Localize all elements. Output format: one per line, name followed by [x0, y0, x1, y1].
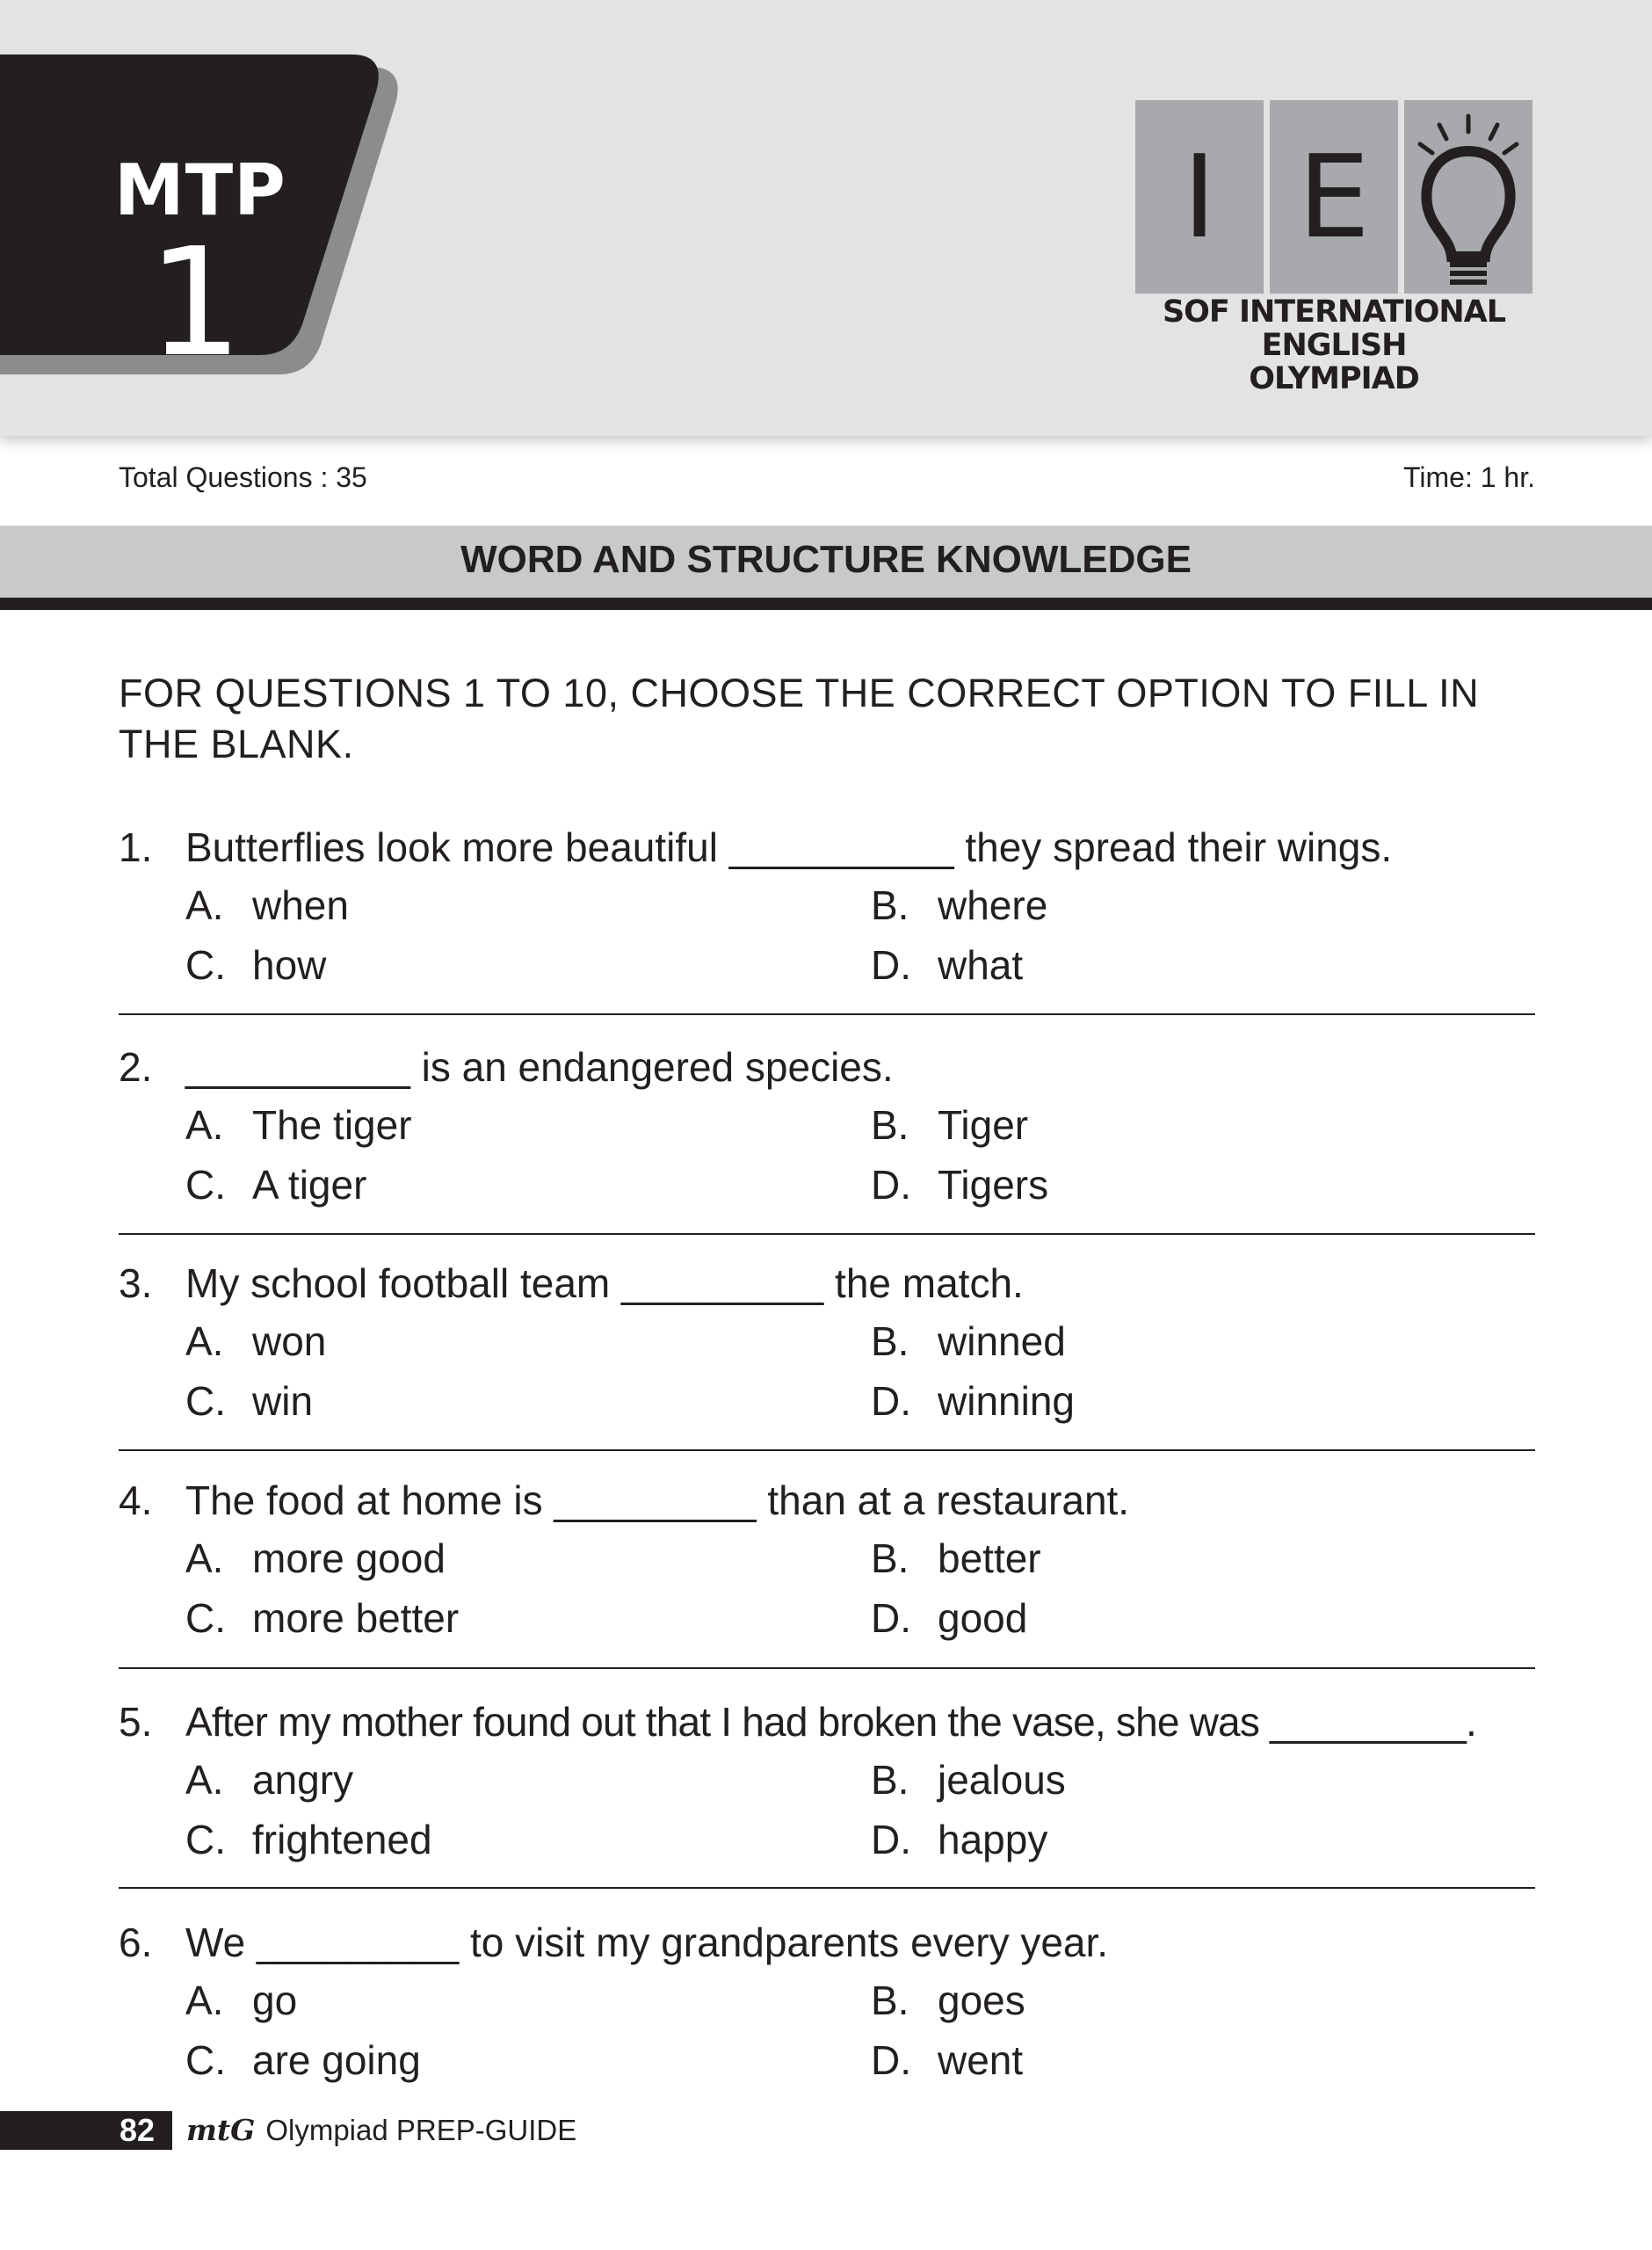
- option-b[interactable]: B. winned: [871, 1318, 1066, 1364]
- question-number: 5.: [119, 1699, 153, 1745]
- footer-brand: [186, 2111, 576, 2150]
- option-b[interactable]: B. goes: [871, 1978, 1025, 2023]
- option-a[interactable]: A. when: [185, 882, 349, 928]
- question-divider: [119, 1013, 1535, 1015]
- question-number: 1.: [119, 824, 153, 870]
- option-c[interactable]: C. frightened: [185, 1817, 432, 1862]
- option-a[interactable]: A. won: [185, 1318, 327, 1364]
- question-text: After my mother found out that I had broken the vase, she was _________.: [185, 1699, 1477, 1745]
- option-d[interactable]: D. good: [871, 1595, 1028, 1641]
- footer-brand-text: Olympiad PREP-GUIDE: [265, 2114, 577, 2146]
- ieo-logo: [1135, 100, 1532, 396]
- option-c[interactable]: C. win: [185, 1378, 314, 1424]
- option-b[interactable]: B. where: [871, 882, 1048, 928]
- logo-bulb-o: [1404, 100, 1532, 294]
- option-c[interactable]: C. how: [185, 942, 327, 988]
- total-questions: Total Questions : 35: [119, 461, 367, 493]
- option-c[interactable]: C. more better: [185, 1595, 460, 1641]
- option-a[interactable]: A. The tiger: [185, 1102, 412, 1148]
- mtg-logo: mtG: [186, 2113, 256, 2147]
- question-number: 2.: [119, 1044, 153, 1090]
- option-b[interactable]: B. Tiger: [871, 1102, 1029, 1148]
- question-text: The food at home is _________ than at a restaurant.: [185, 1477, 1130, 1523]
- option-b[interactable]: B. better: [871, 1535, 1041, 1581]
- option-d[interactable]: D. Tigers: [871, 1162, 1049, 1208]
- option-d[interactable]: D. happy: [871, 1817, 1048, 1862]
- option-b[interactable]: B. jealous: [871, 1757, 1066, 1803]
- option-d[interactable]: D. winning: [871, 1378, 1075, 1424]
- question-text: We _________ to visit my grandparents every year.: [185, 1920, 1109, 1965]
- logo-caption: SOF INTERNATIONAL ENGLISH OLYMPIAD: [1162, 294, 1506, 396]
- question-divider: [119, 1449, 1535, 1451]
- badge-label: MTP: [114, 149, 286, 231]
- option-d[interactable]: D. what: [871, 942, 1024, 988]
- logo-letter-i: I: [1135, 100, 1264, 294]
- question-number: 4.: [119, 1477, 153, 1523]
- question-number: 3.: [119, 1260, 153, 1306]
- option-a[interactable]: A. go: [185, 1978, 298, 2023]
- light-bulb-icon: [1404, 100, 1532, 294]
- instructions: FOR QUESTIONS 1 TO 10, CHOOSE THE CORRECT OPTION TO FILL IN THE BLANK.: [119, 671, 1480, 766]
- question-number: 6.: [119, 1920, 153, 1965]
- option-c[interactable]: C. A tiger: [185, 1162, 367, 1208]
- option-c[interactable]: C. are going: [185, 2037, 421, 2083]
- section-title: WORD AND STRUCTURE KNOWLEDGE: [460, 538, 1192, 581]
- question-divider: [119, 1887, 1535, 1889]
- question-text: __________ is an endangered species.: [185, 1044, 894, 1090]
- logo-letter-e: E: [1270, 100, 1398, 294]
- badge-number: 1: [148, 216, 243, 390]
- section-heading-bar: [0, 526, 1652, 610]
- option-a[interactable]: A. angry: [185, 1757, 354, 1803]
- option-a[interactable]: A. more good: [185, 1535, 446, 1581]
- question-divider: [119, 1667, 1535, 1669]
- page-number: 82: [0, 2111, 172, 2150]
- question-text: My school football team _________ the match.: [185, 1260, 1024, 1306]
- question-divider: [119, 1233, 1535, 1235]
- header-band: [0, 0, 1652, 436]
- mtp-badge: [0, 54, 413, 390]
- question-text: Butterflies look more beautiful __________ they spread their wings.: [185, 824, 1393, 870]
- option-d[interactable]: D. went: [871, 2037, 1024, 2083]
- time-limit: Time: 1 hr.: [1403, 461, 1535, 493]
